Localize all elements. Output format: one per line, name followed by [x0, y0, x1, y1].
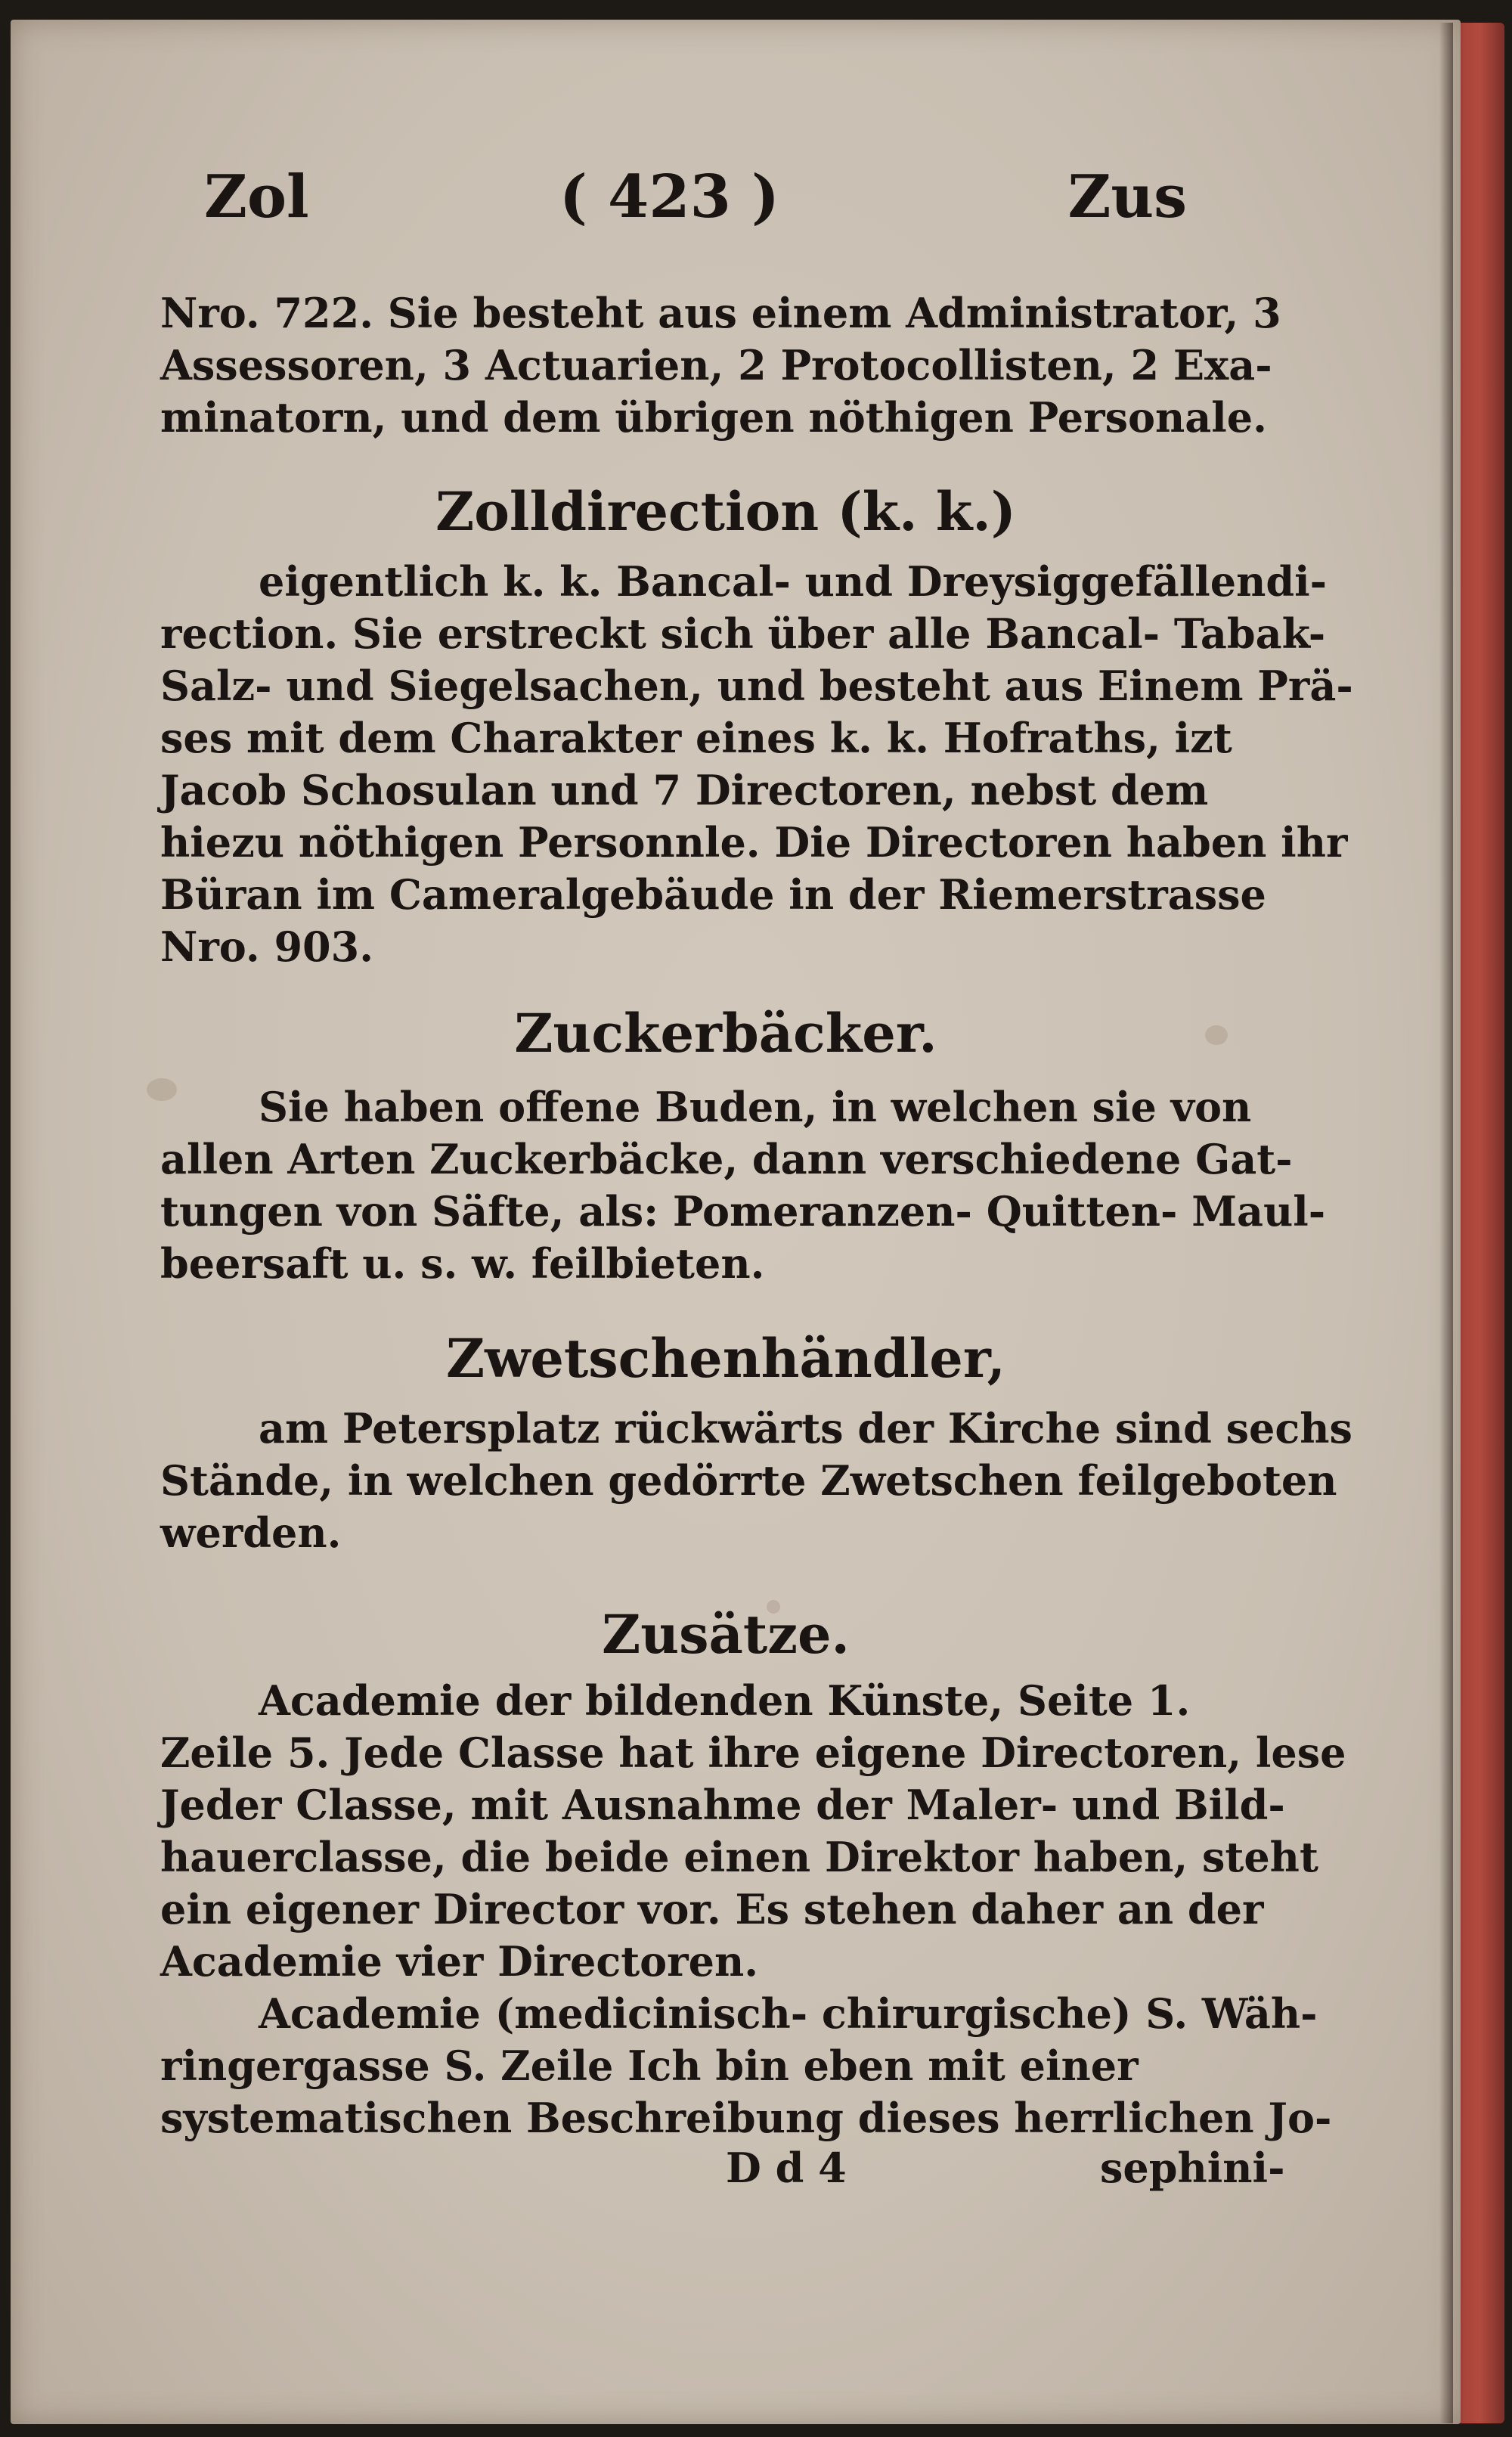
text-line: Jeder Classe, mit Ausnahme der Maler- und Bild- — [160, 1781, 1285, 1829]
zusaetze-paragraph — [160, 1675, 1346, 2144]
page-number: ( 423 ) — [559, 163, 779, 231]
text-line: Salz- und Siegelsachen, und besteht aus Einem Prä- — [160, 662, 1353, 710]
text-line: ringergasse S. Zeile Ich bin eben mit einer — [160, 2042, 1139, 2090]
text-line: Nro. 722. Sie besteht aus einem Administrator, 3 — [160, 289, 1281, 337]
section-heading-zolldirection: Zolldirection (k. k.) — [435, 480, 1016, 543]
page-gutter-shadow — [1439, 23, 1453, 2423]
text-line: tungen von Säfte, als: Pomeranzen- Quitten- Maul- — [160, 1187, 1326, 1236]
section-heading-zuckerbaecker: Zuckerbäcker. — [514, 1002, 937, 1065]
text-line: Stände, in welchen gedörrte Zwetschen feilgeboten — [160, 1456, 1337, 1505]
zwetschenhaendler-paragraph — [160, 1403, 1352, 1559]
text-line: Zeile 5. Jede Classe hat ihre eigene Directoren, lese — [160, 1729, 1346, 1777]
header-left: Zol — [204, 163, 309, 231]
text-line: beersaft u. s. w. feilbieten. — [160, 1239, 765, 1288]
text-line: ses mit dem Charakter eines k. k. Hofraths, izt — [160, 714, 1232, 762]
text-line: hiezu nöthigen Personnle. Die Directoren haben ihr — [160, 818, 1348, 867]
text-line: eigentlich k. k. Bancal- und Dreysiggefällendi- — [259, 557, 1328, 606]
running-header — [204, 163, 1187, 246]
text-line: Academie der bildenden Künste, Seite 1. — [259, 1676, 1191, 1725]
text-line: Sie haben offene Buden, in welchen sie von — [259, 1083, 1252, 1131]
text-line: allen Arten Zuckerbäcke, dann verschiedene Gat- — [160, 1135, 1293, 1183]
header-right: Zus — [1067, 163, 1187, 231]
text-line: minatorn, und dem übrigen nöthigen Personale. — [160, 393, 1267, 442]
zolldirection-paragraph — [160, 556, 1353, 973]
zuckerbaecker-paragraph — [160, 1081, 1326, 1290]
section-heading-zusaetze: Zusätze. — [602, 1603, 850, 1666]
text-line: rection. Sie erstreckt sich über alle Bancal- Tabak- — [160, 609, 1326, 658]
section-heading-zwetschenhaendler: Zwetschenhändler, — [446, 1327, 1005, 1390]
intro-paragraph — [160, 287, 1281, 444]
text-line: Nro. 903. — [160, 922, 373, 971]
text-line: Academie vier Directoren. — [160, 1937, 759, 1986]
catchword: sephini- — [1100, 2144, 1285, 2192]
text-line: Assessoren, 3 Actuarien, 2 Protocollisten, 2 Exa- — [160, 341, 1272, 389]
text-line: ein eigener Director vor. Es stehen daher an der — [160, 1885, 1264, 1933]
signature-mark: D d 4 — [726, 2144, 847, 2192]
text-line: systematischen Beschreibung dieses herrlichen Jo- — [160, 2094, 1332, 2142]
text-line: Academie (medicinisch- chirurgische) S. Wäh- — [259, 1989, 1318, 2038]
text-line: am Petersplatz rückwärts der Kirche sind sechs — [259, 1404, 1352, 1453]
text-line: Jacob Schosulan und 7 Directoren, nebst dem — [160, 766, 1209, 814]
text-line: werden. — [160, 1508, 342, 1557]
text-line: hauerclasse, die beide einen Direktor haben, steht — [160, 1833, 1318, 1881]
text-line: Büran im Cameralgebäude in der Riemerstrasse — [160, 870, 1266, 919]
